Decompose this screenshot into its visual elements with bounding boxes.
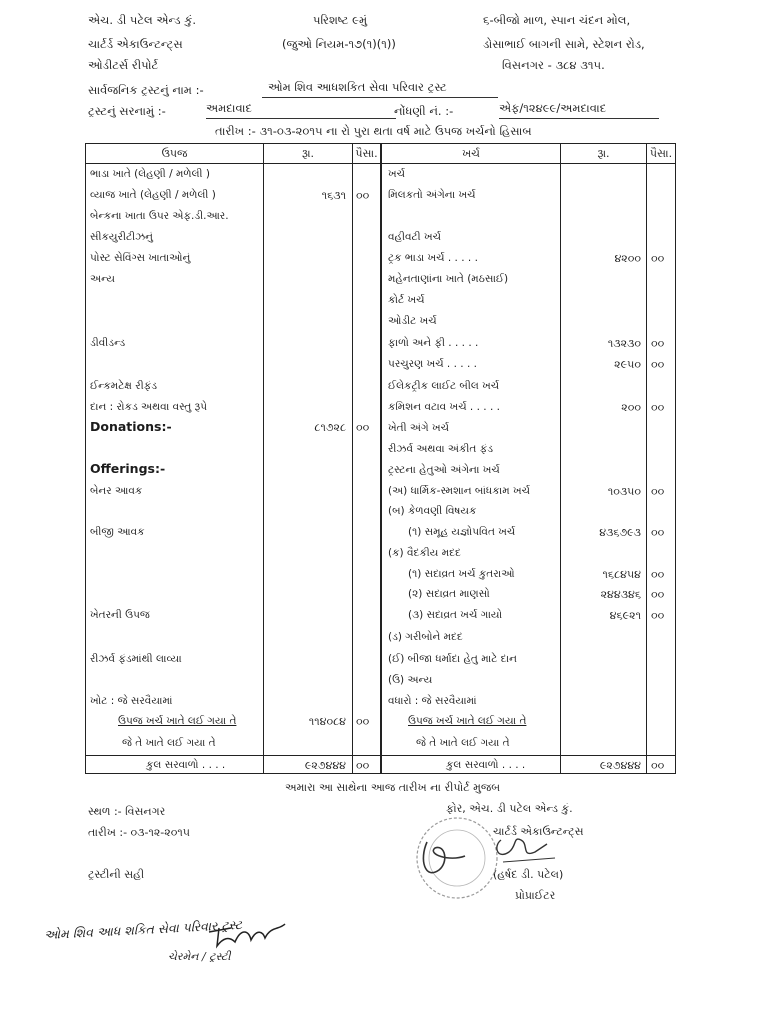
expense-commission-rs: ૨૦૦ — [621, 401, 641, 414]
trust-address-underline — [206, 118, 396, 119]
income-interest-rs: ૧૬૩૧ — [321, 189, 346, 202]
expense-row-header: ખર્ચ — [388, 168, 406, 180]
income-deficit-rs: ૧૧૪૦૮૪ — [308, 715, 346, 728]
expense-row-misc: પરચુરણ ખર્ચ . . . . . — [388, 358, 477, 370]
expense-cows-ps: ૦૦ — [651, 609, 665, 622]
expense-row-admin: વહીવટી ખર્ચ — [388, 231, 442, 243]
date: તારીખ :- ૦૩-૧૨-૨૦૧૫ — [88, 826, 190, 839]
expense-row-religious: (અ) ધાર્મિક-સ્મશાન બાંધકામ ખર્ચ — [388, 485, 530, 497]
income-total-ps: ૦૦ — [356, 759, 370, 772]
expense-row-truck: ટ્રક ભાડા ખર્ચ . . . . . — [388, 252, 478, 264]
expense-row-court: કોર્ટ ખર્ચ — [388, 294, 425, 306]
chairman-signature — [205, 918, 295, 952]
income-row-interest: વ્યાજ ખાતે (લેહણી / મળેલી ) — [90, 189, 216, 201]
expense-truck-ps: ૦૦ — [651, 252, 665, 265]
chartered-accountants: ચાર્ટર્ડ એકાઉન્ટન્ટ્સ — [493, 825, 584, 838]
income-donations-ps: ૦૦ — [356, 421, 370, 434]
income-row-securities: સીકયુરીટીઝનું — [90, 231, 153, 243]
col-rs-expense: રૂા. — [597, 147, 610, 160]
income-row-carried: જે તે ખાતે લઈ ગયા તે — [122, 737, 216, 749]
expense-row-fees: ફાળો અને ફી . . . . . — [388, 337, 479, 349]
expense-row-cows: (૩) સદાવ્રત ખર્ચ ગાયો — [408, 609, 503, 621]
expense-row-commission: કમિશન વટાવ ખર્ચ . . . . . — [388, 401, 500, 413]
expense-fees-ps: ૦૦ — [651, 337, 665, 350]
expense-people-ps: ૦૦ — [651, 588, 665, 601]
expense-row-others: (ઉ) અન્ય — [388, 674, 433, 686]
expense-misc-rs: ૨૯૫૦ — [614, 358, 641, 371]
expense-total-rs: ૯૨૭૪૪૪ — [599, 759, 641, 772]
auditor-stamp-signature — [405, 800, 595, 910]
col-rs-income: રૂા. — [301, 147, 315, 160]
expense-dogs-rs: ૧૬૮૪૫૪ — [602, 568, 641, 581]
expense-total-ps: ૦૦ — [651, 759, 665, 772]
report-reference: અમારા આ સાથેના આજ તારીખ ના રીપોર્ટ મુજબ — [285, 781, 501, 794]
income-row-other: અન્ય — [90, 273, 115, 285]
trust-address-label: ટ્રસ્ટનું સરનામું :- — [88, 104, 166, 118]
col-expense: ખર્ચ — [462, 147, 480, 160]
col-income: ઉપજ — [161, 147, 188, 160]
income-row-reserve: રીઝર્વ ફંડમાંથી લાવ્યા — [90, 653, 182, 665]
expense-row-farming: ખેતી અંગે ખર્ચ — [388, 422, 450, 434]
income-total-rs: ૯૨૭૪૪૪ — [304, 759, 346, 772]
expense-row-objects: ટ્રસ્ટના હેતુઓ અંગેના ખર્ચ — [388, 464, 500, 476]
expense-misc-ps: ૦૦ — [651, 358, 665, 371]
income-interest-ps: ૦૦ — [356, 189, 370, 202]
income-row-postal: પોસ્ટ સેવિંગ્સ ખાતાઓનું — [90, 252, 191, 264]
income-row-donation-label: દાન : રોકડ અથવા વસ્તુ રૂપે — [90, 401, 208, 413]
expense-religious-ps: ૦૦ — [651, 485, 665, 498]
col-paise-expense: પૈસા. — [649, 147, 673, 160]
income-deficit-ps: ૦૦ — [356, 715, 370, 728]
income-row-deficit-transfer: ઉપજ ખર્ચ ખાતે લઈ ગયા તે — [118, 715, 237, 727]
firm-address-1: ૬-બીજો માળ, સ્પાન ચંદન મોલ, — [483, 13, 631, 27]
expense-row-dogs: (૧) સદાવ્રત ખર્ચ કુતરાઓ — [408, 568, 515, 580]
trust-name-underline — [262, 97, 498, 98]
income-row-banner: બેનર આવક — [90, 485, 143, 497]
expense-row-carried: જે તે ખાતે લઈ ગયા તે — [416, 737, 510, 749]
income-row-tax-refund: ઈન્કમટેક્ષ રીફંડ — [90, 380, 157, 392]
report-title: ઓડીટર્સ રીપોર્ટ — [88, 58, 159, 72]
schedule-label: પરિશષ્ટ ૯મું — [313, 13, 368, 27]
firm-name: એચ. ડી પટેલ એન્ડ કું. — [88, 13, 197, 27]
expense-row-audit: ઓડીટ ખર્ચ — [388, 315, 437, 327]
expense-row-yagnopavit: (૧) સમૂહ યજ્ઞોપવિત ખર્ચ — [408, 526, 516, 538]
expense-yagnopavit-rs: ૪૩૬૭૯૩ — [599, 526, 641, 539]
income-row-deficit: ખોટ : જે સરવૈયામાં — [90, 695, 173, 707]
expense-yagnopavit-ps: ૦૦ — [651, 526, 665, 539]
proprietor-label: પ્રોપ્રાઈટર — [515, 889, 556, 902]
trust-name: ઓમ શિવ આધશકિત સેવા પરિવાર ટ્રસ્ટ — [268, 80, 447, 94]
expense-people-rs: ૨૪૪૩૪૬ — [600, 588, 641, 601]
expense-row-property: મિલકતો અંગેના ખર્ચ — [388, 189, 476, 201]
col-paise-income: પૈસા. — [355, 147, 378, 160]
registration-label: નોંધણી નં. :- — [394, 104, 454, 118]
income-row-offerings: Offerings:- — [90, 461, 166, 476]
expense-row-medical: (ક) વૈદકીય મદદ — [388, 547, 461, 559]
trust-stamp: ઓમ શિવ આધ શકિત સેવા પરિવાર ટ્રસ્ટ — [43, 916, 243, 943]
registration-number: એફ/૧૨૪૯૯/અમદાવાદ — [499, 101, 607, 115]
income-total-label: કુલ સરવાળો . . . . — [146, 759, 226, 771]
trustee-signature-label: ટ્રસ્ટીની સહી — [88, 868, 145, 881]
chairman-label: ચેરમેન / ટ્રસ્ટી — [168, 950, 231, 963]
for-firm: ફોર, એચ. ડી પટેલ એન્ડ કું. — [446, 802, 573, 815]
expense-religious-rs: ૧૦૩૫૦ — [607, 485, 641, 498]
statement-period: તારીખ :- ૩૧-૦૩-૨૦૧૫ ના રો પુરા થતા વર્ષ માટે ઉપજ ખર્ચનો હિસાબ — [215, 124, 532, 138]
income-row-farm: ખેતરની ઉપજ — [90, 609, 150, 621]
expense-truck-rs: ૪૨૦૦ — [614, 252, 641, 265]
place: સ્થળ :- વિસનગર — [88, 805, 166, 818]
firm-address-3: વિસનગર - ૩૮૪ ૩૧૫. — [502, 58, 605, 72]
expense-row-poor: (ડ) ગરીબોને મદદ — [388, 631, 463, 643]
registration-underline — [499, 118, 659, 119]
trust-address: અમદાવાદ — [206, 101, 252, 115]
trust-name-label: સાર્વજનિક ટ્રસ્ટનું નામ :- — [88, 83, 204, 97]
firm-address-2: ડોસાભાઈ બાગની સામે, સ્ટેશન રોડ, — [483, 37, 645, 51]
expense-row-charity: (ઈ) બીજા ધર્માદા હેતુ માટે દાન — [388, 653, 517, 665]
expense-row-surplus-transfer: ઉપજ ખર્ચ ખાતે લઈ ગયા તે — [408, 715, 527, 727]
expense-row-surplus: વધારો : જે સરવૈયામાં — [388, 695, 477, 707]
expense-total-label: કુલ સરવાળો . . . . — [446, 759, 526, 771]
expense-commission-ps: ૦૦ — [651, 401, 665, 414]
expense-row-people: (૨) સદાવ્રત માણસો — [408, 588, 490, 600]
income-row-rent: ભાડા ખાતે (લેહણી / મળેલી ) — [90, 168, 210, 180]
income-row-donations: Donations:- — [90, 419, 172, 434]
firm-designation: ચાર્ટર્ડ એકાઉન્ટન્ટ્સ — [88, 37, 183, 51]
expense-row-electric: ઈલેકટ્રીક લાઈટ બીલ ખર્ચ — [388, 380, 500, 392]
expense-row-remuneration: મહેનતાણાંના ખાતે (મઠસાઈ) — [388, 273, 509, 285]
partner-name: (હર્ષદ ડી. પટેલ) — [493, 868, 564, 881]
income-row-fdr: બેન્કના ખાતા ઉપર એફ.ડી.આર. — [90, 210, 229, 222]
income-donations-rs: ૮૧૭૨૮ — [314, 421, 346, 434]
expense-cows-rs: ૪૬૯૨૧ — [609, 609, 641, 622]
expense-dogs-ps: ૦૦ — [651, 568, 665, 581]
income-row-dividend: ડીવીડન્ડ — [90, 337, 126, 349]
rule-ref: (જુઓ નિયમ-૧૭(૧)(૧)) — [282, 37, 396, 51]
expense-row-reserve: રીઝર્વ અથવા અંકીત ફંડ — [388, 443, 493, 455]
expense-row-education: (બ) કેળવણી વિષયક — [388, 505, 477, 517]
expense-fees-rs: ૧૩૨૩૦ — [607, 337, 641, 350]
income-row-other-income: બીજી આવક — [90, 526, 145, 538]
